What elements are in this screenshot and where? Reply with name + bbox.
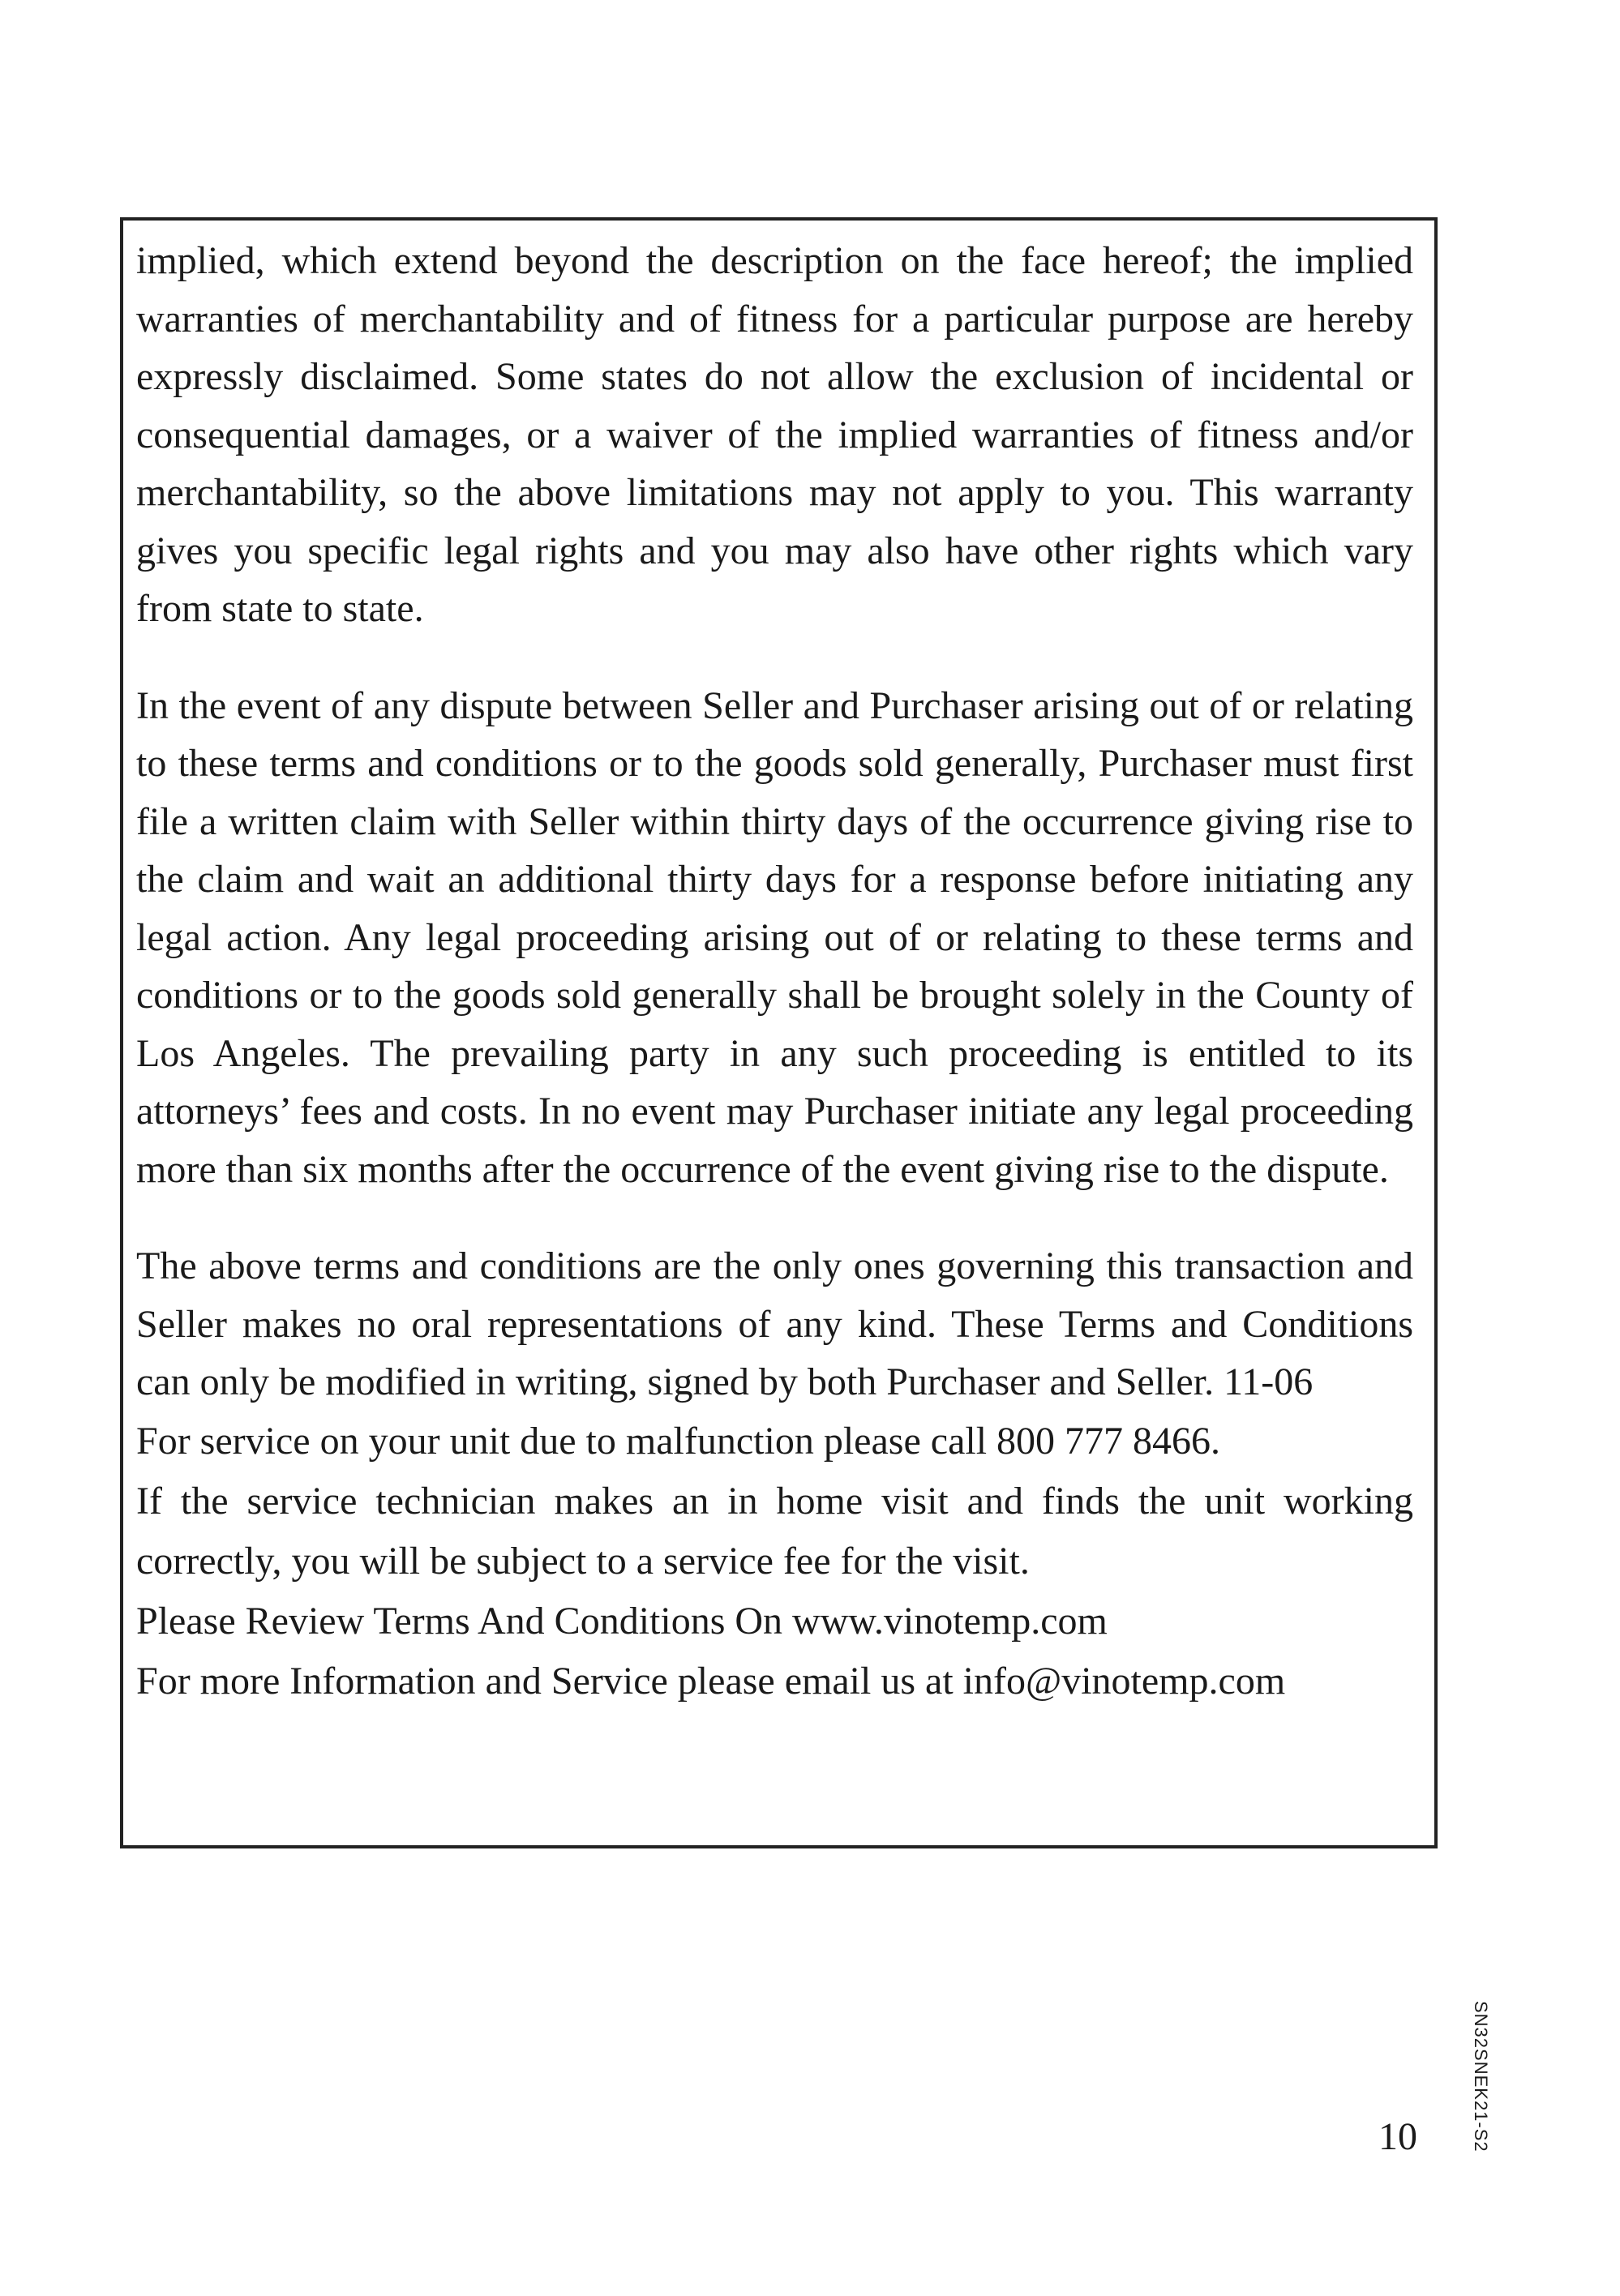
service-fee-notice: If the service technician makes an in home visit and finds the unit working correctly, you will be subject to a service fee for the visit. xyxy=(136,1479,1413,1583)
governing-terms-paragraph: The above terms and conditions are the only ones governing this transaction and Seller makes no oral representations of any kind. These Terms and Conditions can only be modified in writing, signed by both Purchaser and Seller. 11-06 xyxy=(136,1244,1413,1403)
terms-and-conditions-box xyxy=(120,217,1438,1848)
warranty-disclaimer-paragraph: implied, which extend beyond the description on the face hereof; the implied warranties of merchantability and of fitness for a particular purpose are hereby expressly disclaimed. Some states do not allow the exclusion of incidental or consequential damages, or a waiver of the implied warranties of fitness and/or merchantability, so the above limitations may not apply to you. This warranty gives you specific legal rights and you may also have other rights which vary from state to state. xyxy=(136,239,1413,630)
service-phone-line: For service on your unit due to malfunction please call 800 777 8466. xyxy=(136,1419,1221,1463)
page-number: 10 xyxy=(1378,2115,1417,2158)
email-info-line: For more Information and Service please email us at info@vinotemp.com xyxy=(136,1659,1286,1703)
document-code: SN32SNEK21-S2 xyxy=(1471,2001,1491,2152)
dispute-resolution-paragraph: In the event of any dispute between Seller and Purchaser arising out of or relating to these terms and conditions or to the goods sold generally, Purchaser must first file a written claim with Seller within thirty days of the occurrence giving rise to the claim and wait an additional thirty days for a response before initiating any legal action. Any legal proceeding arising out of or relating to these terms and conditions or to the goods sold generally shall be brought solely in the County of Los Angeles. The prevailing party in any such proceeding is entitled to its attorneys’ fees and costs. In no event may Purchaser initiate any legal proceeding more than six months after the occurrence of the event giving rise to the dispute. xyxy=(136,683,1413,1191)
review-terms-line: Please Review Terms And Conditions On www.vinotemp.com xyxy=(136,1599,1108,1643)
